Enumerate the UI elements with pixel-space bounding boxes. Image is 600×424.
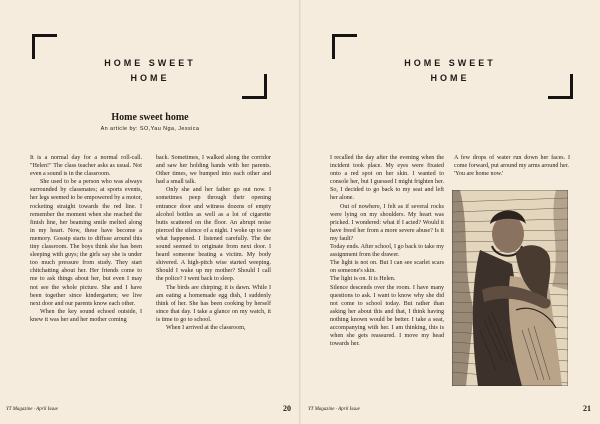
section-header: [40, 56, 260, 86]
paragraph: It is a normal day for a normal roll-call. "Helen!" The class teacher asks as usual. Not even a sound is in the classroom.: [30, 155, 142, 178]
right-column-2: [454, 154, 570, 178]
right-column-1: [330, 154, 444, 348]
page-number: 21: [583, 404, 591, 413]
paragraph: Out of nowhere, I felt as if several rocks were lying on my shoulders. My heart was pricked. I wondered: what if I acted? Would it have freed her from a more severe abuse? Is it my fault?: [330, 203, 444, 242]
paragraph: Today ends. After school, I go back to take my assignment from the drawer.: [330, 244, 444, 259]
paragraph: Silence descends over the room. I have many questions to ask. I want to know why she did not come to school today. But rather than asking her about this and that, I think having nothing known would be better. I take a seat, accompanying with her. I am thinking, this is when she gets reassured. I move my head towards her.: [330, 284, 444, 348]
section-header-line1: HOME SWEET: [104, 58, 196, 68]
left-column-2: [156, 154, 271, 332]
section-header: [340, 56, 560, 86]
paragraph: The light is on. It is Helen.: [330, 276, 396, 283]
section-header-line2: HOME: [430, 73, 470, 83]
article-byline: An article by: SO,Yau Nga, Jessica: [100, 126, 200, 132]
paragraph: back. Sometimes, I walked along the corridor and saw her holding hands with her parents. Other times, we bumped into each other and had a small talk.: [156, 155, 271, 186]
section-header-line2: HOME: [130, 73, 170, 83]
paragraph: The light is not on. But I can see scarlet scars on someone's skin.: [330, 260, 444, 275]
page-number: 20: [283, 404, 291, 413]
embrace-engraving-illustration-icon: [452, 190, 568, 386]
paragraph: 'You are home now.': [454, 171, 504, 178]
paragraph: A few drops of water run down her faces. I come forward, put around my arms around her.: [454, 155, 570, 170]
paragraph: The birds are chirping; it is dawn. While I am eating a homemade egg dish, I suddenly think of her. She has been cooking by herself since that day. I take a glance on my watch, it is time to go to school.: [156, 284, 271, 323]
paragraph: Only she and her father go out now. I sometimes peep through their opening entrance door and witness dozens of empty alcohol bottles as well as a lot of cigarette butts scattered on the floor. An abrupt noise pierced the silence of a night. I woke up to see what happened. I listened carefully. The the sound seemed to originate from next door. I heard someone beating a victim. My body shivered. A high-pitch wise started weeping. Should I wake up my mother? Should I call the police? I went back to sleep.: [156, 187, 271, 283]
paragraph: I recalled the day after the evening when the incident took place. My eyes were fixated onto a red spot on her skin. I wanted to console her, but I guessed I might frighten her. So, I decided to go back to my seat and left her alone.: [330, 155, 444, 202]
left-column-1: [30, 154, 142, 324]
article-title: Home sweet home: [111, 112, 189, 123]
section-header-line1: HOME SWEET: [404, 58, 496, 68]
paragraph: She used to be a person who was always surrounded by classmates; at sports events, her legs seemed to be empowered by a motor, rocketing straight towards the red line. I remember the moment when she reached the finish line, her beaming smile melted along in my heart. Now, these have become a memory. Gossip starts to diffuse around this tiny classroom. The boys think she has been sleeping with guys; the girls say she is under too much pressure from study. They start chitchatting about her. Her friends come to me to ask things about her, but even I may not see the whole picture. She and I have been together since kindergarten; we live next door and our parents know each other.: [30, 179, 142, 307]
paragraph: When the key sound echoed outside, I knew it was her and her mother coming: [30, 308, 142, 323]
paragraph: When I arrived at the classroom,: [166, 324, 246, 331]
right-page: [300, 0, 600, 424]
footer-magazine-name: YT Magazine · April Issue: [6, 407, 58, 412]
footer-magazine-name: YT Magazine · April Issue: [308, 407, 360, 412]
